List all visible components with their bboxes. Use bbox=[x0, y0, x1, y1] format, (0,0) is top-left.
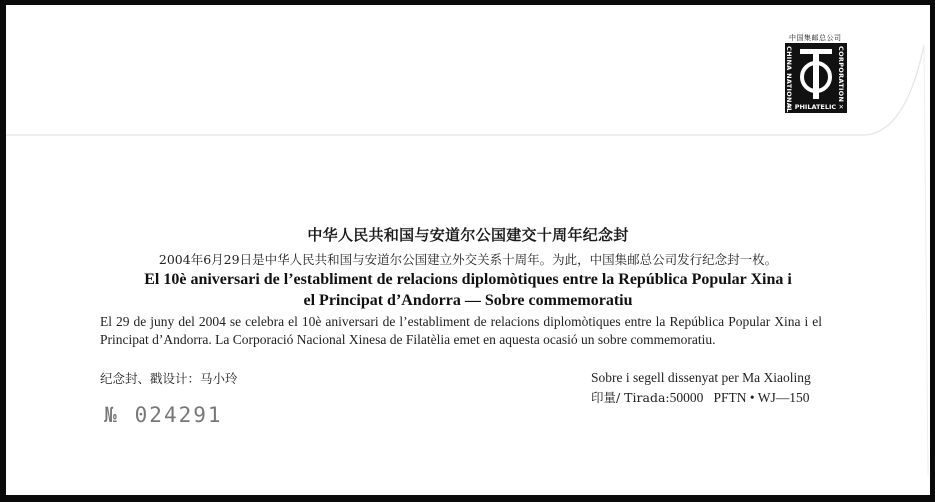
logo-left-text: CHINA NATIONAL bbox=[785, 46, 793, 113]
print-run-value: 50000 bbox=[669, 390, 704, 405]
cover-title-catalan bbox=[6, 269, 930, 311]
catalog-number: PFTN • WJ—150 bbox=[713, 390, 810, 405]
logo-right-text: CORPORATION bbox=[837, 46, 845, 103]
serial-number-value: 024291 bbox=[134, 403, 223, 427]
print-run-label: 印量/ Tirada: bbox=[591, 390, 670, 405]
serial-number bbox=[104, 403, 223, 427]
cover-title-catalan-line2: el Principat d’Andorra — Sobre commemoratiu bbox=[303, 292, 633, 309]
print-run-line bbox=[591, 388, 810, 406]
phi-emblem-icon bbox=[796, 47, 836, 101]
numero-sign: № bbox=[104, 403, 119, 427]
logo-cn-text: 中国集邮总公司 bbox=[789, 34, 842, 42]
envelope-back bbox=[6, 5, 930, 495]
cover-title-chinese: 中华人民共和国与安道尔公国建交十周年纪念封 bbox=[307, 226, 629, 244]
designer-credit-chinese: 纪念封、戳设计：马小玲 bbox=[100, 371, 238, 386]
cover-title-catalan-line1: El 10è aniversari de l’establiment de relacions diplomòtiques entre la República Popular Xina i bbox=[144, 271, 792, 288]
designer-credit-catalan: Sobre i segell dissenyat per Ma Xiaoling bbox=[591, 370, 811, 385]
cover-description-chinese: 2004年6月29日是中华人民共和国与安道尔公国建立外交关系十周年。为此，中国集邮总公司发行纪念封一枚。 bbox=[158, 252, 778, 267]
logo-bottom-text: ✕ PHILATELIC ✕ bbox=[787, 103, 844, 111]
cover-description-catalan: El 29 de juny del 2004 se celebra el 10è aniversari de l’establiment de relacions diplomòtiques entre la República Popular Xina i el Principat d’Andorra. La Corporació Nacional Xinesa de Filatèlia emet en aquesta ocasió un sobre commemoratiu. bbox=[100, 314, 822, 347]
china-philatelic-logo bbox=[783, 33, 849, 116]
